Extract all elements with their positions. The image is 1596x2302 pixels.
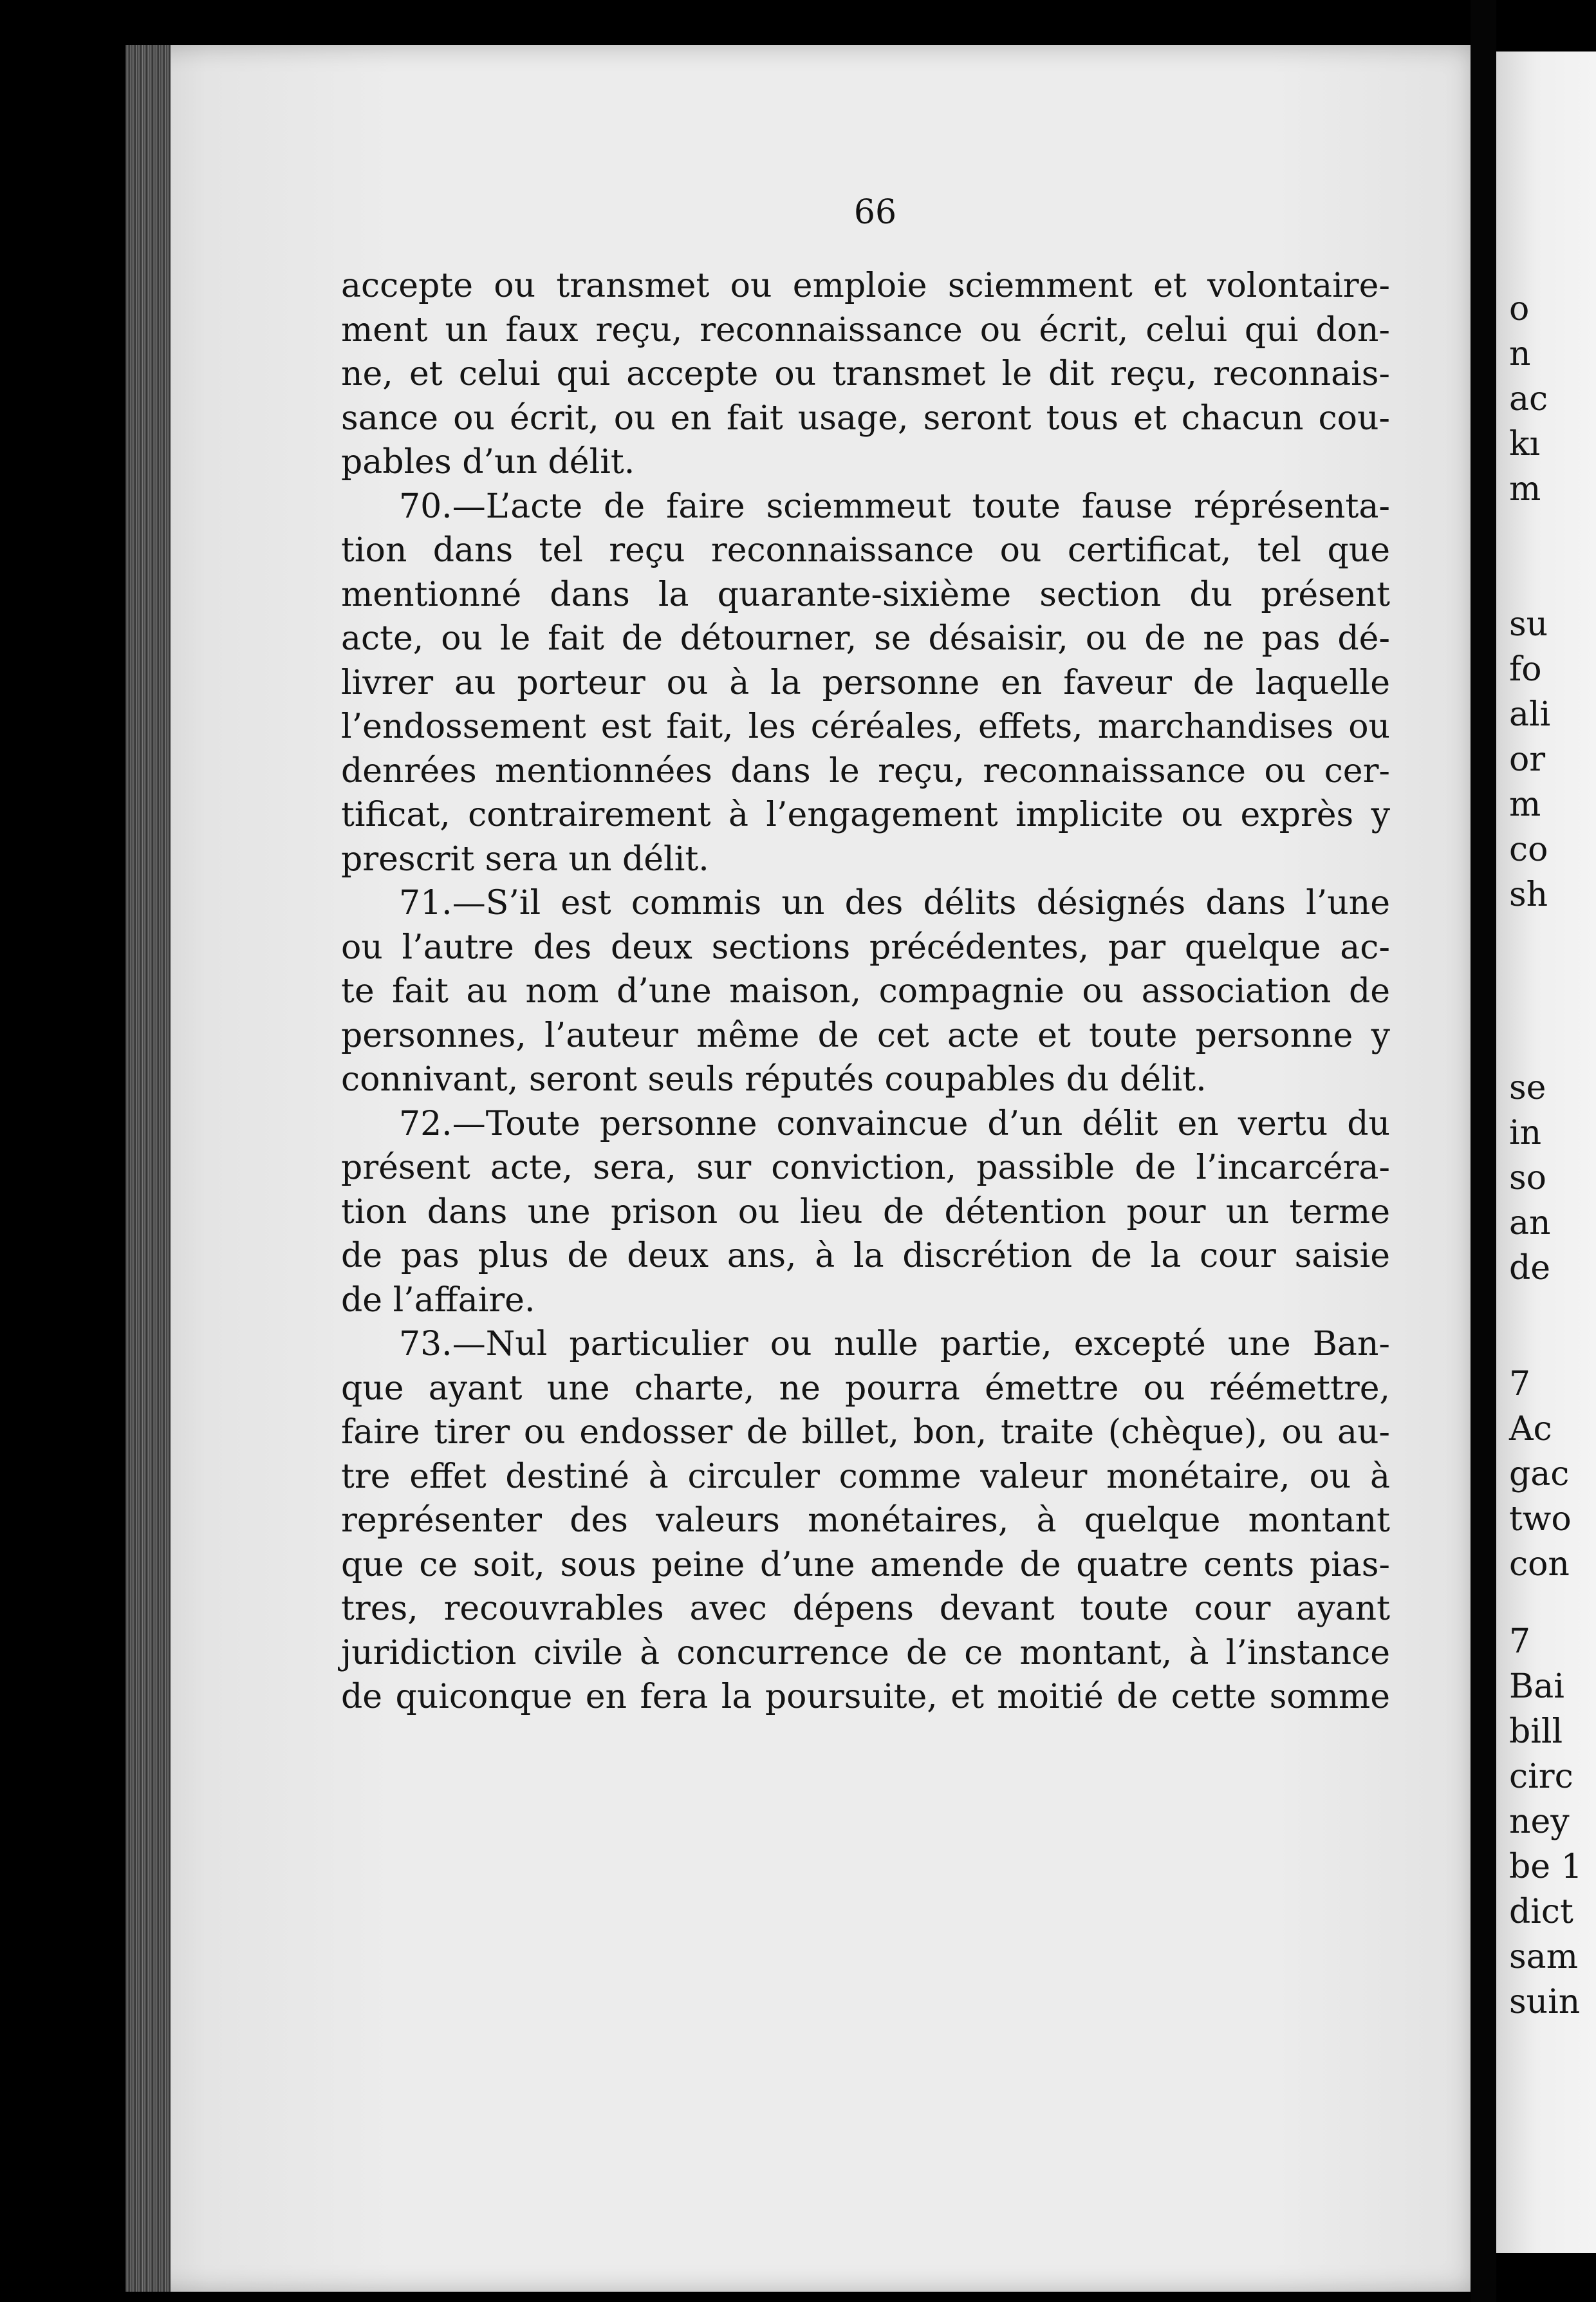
text-line: que ce soit, sous peine d’une amende de quatre cents pias- bbox=[341, 1545, 1390, 1584]
text-line: représenter des valeurs monétaires, à quelque montant bbox=[341, 1501, 1390, 1540]
text-line: connivant, seront seuls réputés coupables du délit. bbox=[341, 1060, 1207, 1099]
text-line: livrer au porteur ou à la personne en faveur de laquelle bbox=[341, 663, 1390, 702]
text-line: faire tirer ou endosser de billet, bon, traite (chèque), ou au- bbox=[341, 1413, 1390, 1452]
text-line: tre effet destiné à circuler comme valeur monétaire, ou à bbox=[341, 1457, 1390, 1496]
text-line: prescrit sera un délit. bbox=[341, 839, 709, 879]
text-line: denrées mentionnées dans le reçu, reconnaissance ou cer- bbox=[341, 751, 1390, 791]
text-line: de l’affaire. bbox=[341, 1280, 535, 1320]
facing-page-fragment: ali bbox=[1509, 695, 1551, 734]
text-line: présent acte, sera, sur conviction, passible de l’incarcéra- bbox=[341, 1148, 1390, 1187]
text-line: acte, ou le fait de détourner, se désaisir, ou de ne pas dé- bbox=[341, 619, 1390, 658]
text-line: tion dans une prison ou lieu de détention pour un terme bbox=[341, 1192, 1390, 1231]
page-gutter bbox=[1471, 0, 1496, 2302]
text-line: de pas plus de deux ans, à la discrétion de la cour saisie bbox=[341, 1237, 1390, 1275]
facing-page-fragment: in bbox=[1509, 1114, 1542, 1152]
facing-page-fragment: or bbox=[1509, 740, 1546, 779]
facing-page-fragment: Bai bbox=[1509, 1667, 1564, 1706]
text-line: ment un faux reçu, reconnaissance ou écrit, celui qui don- bbox=[341, 310, 1390, 350]
facing-page-fragment: dict bbox=[1509, 1893, 1573, 1931]
facing-page-fragment: an bbox=[1509, 1204, 1551, 1242]
text-line: 71.—S’il est commis un des délits désignés dans l’une bbox=[399, 884, 1390, 922]
text-line: personnes, l’auteur même de cet acte et toute personne y bbox=[341, 1016, 1390, 1055]
paragraph-section-72 bbox=[341, 1102, 1390, 1323]
page-number: 66 bbox=[853, 193, 897, 232]
text-line: de quiconque en fera la poursuite, et moitié de cette somme bbox=[341, 1678, 1390, 1716]
text-line: tificat, contrairement à l’engagement implicite ou exprès y bbox=[341, 796, 1390, 834]
text-line: mentionné dans la quarante-sixième section du présent bbox=[341, 575, 1390, 614]
paragraph-section-71 bbox=[341, 881, 1390, 1102]
facing-page-fragment: de bbox=[1509, 1249, 1551, 1287]
text-line: 72.—Toute personne convaincue d’un délit en vertu du bbox=[399, 1104, 1390, 1143]
text-line: ou l’autre des deux sections précédentes, par quelque ac- bbox=[341, 928, 1390, 967]
facing-page-fragment: Ac bbox=[1509, 1410, 1552, 1448]
facing-page-fragment: two bbox=[1509, 1500, 1572, 1539]
facing-page-fragment: ac bbox=[1509, 380, 1548, 418]
facing-page-fragment: sh bbox=[1509, 875, 1548, 914]
facing-page-fragment: m bbox=[1509, 470, 1541, 509]
facing-page-fragment: se bbox=[1509, 1069, 1546, 1107]
text-line: juridiction civile à concurrence de ce montant, à l’instance bbox=[341, 1633, 1390, 1672]
text-line: sance ou écrit, ou en fait usage, seront tous et chacun cou- bbox=[341, 398, 1390, 438]
text-line: 70.—L’acte de faire sciemmeut toute fause réprésenta- bbox=[399, 487, 1390, 526]
facing-page-fragment: be 1 bbox=[1509, 1848, 1582, 1886]
facing-page-strip bbox=[1496, 51, 1596, 2253]
facing-page-fragment: co bbox=[1509, 830, 1548, 869]
facing-page-fragment: fo bbox=[1509, 650, 1542, 689]
paragraph-continuation bbox=[341, 264, 1390, 485]
paragraph-section-70 bbox=[341, 485, 1390, 882]
facing-page-fragment: suin bbox=[1509, 1983, 1581, 2021]
text-line: te fait au nom d’une maison, compagnie ou association de bbox=[341, 972, 1390, 1011]
facing-page-fragment: con bbox=[1509, 1545, 1570, 1584]
facing-page-fragment: bill bbox=[1509, 1712, 1563, 1751]
facing-page-fragment: 7 bbox=[1509, 1622, 1531, 1661]
facing-page-fragment: m bbox=[1509, 785, 1541, 824]
page-body bbox=[341, 264, 1390, 1719]
text-line: ne, et celui qui accepte ou transmet le dit reçu, reconnais- bbox=[341, 355, 1390, 393]
facing-page-fragment: ney bbox=[1509, 1802, 1570, 1841]
text-line: l’endossement est fait, les céréales, effets, marchandises ou bbox=[341, 707, 1390, 746]
text-line: que ayant une charte, ne pourra émettre ou réémettre, bbox=[341, 1369, 1390, 1408]
facing-page-fragment: kı bbox=[1509, 425, 1541, 463]
text-line: accepte ou transmet ou emploie sciemment et volontaire- bbox=[341, 267, 1390, 305]
paragraph-section-73 bbox=[341, 1322, 1390, 1719]
text-line: pables d’un délit. bbox=[341, 443, 635, 482]
facing-page-fragment: so bbox=[1509, 1159, 1546, 1197]
facing-page-fragment: 7 bbox=[1509, 1365, 1531, 1403]
facing-page-fragment: o bbox=[1509, 290, 1530, 328]
facing-page-fragment: circ bbox=[1509, 1757, 1573, 1796]
text-line: 73.—Nul particulier ou nulle partie, excepté une Ban- bbox=[399, 1325, 1390, 1363]
text-line: tres, recouvrables avec dépens devant toute cour ayant bbox=[341, 1589, 1390, 1628]
book-binding-edge bbox=[125, 45, 171, 2292]
facing-page-fragment: sam bbox=[1509, 1938, 1578, 1976]
text-line: tion dans tel reçu reconnaissance ou certificat, tel que bbox=[341, 531, 1390, 570]
facing-page-fragment: su bbox=[1509, 605, 1548, 644]
facing-page-fragment: gac bbox=[1509, 1455, 1570, 1493]
facing-page-fragment: n bbox=[1509, 335, 1531, 373]
